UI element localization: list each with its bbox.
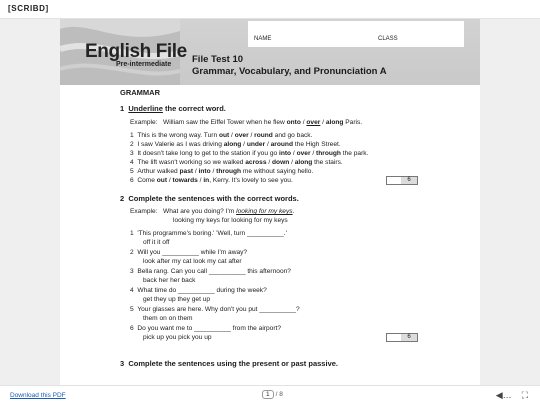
score-box [386,333,418,342]
question-number: 3 [120,359,125,368]
item-options: back her her back [143,277,196,284]
question-1-example: Example: William saw the Eiffel Tower when he flew onto / over / along Paris. [130,119,363,126]
list-item: 3 Bella rang. Can you call __________ this afternoon? [130,268,291,275]
list-item: 4 The lift wasn't working so we walked across / down / along the stairs. [130,159,343,166]
list-item: 5 Your glasses are here. Why don't you put __________? [130,306,300,313]
fullscreen-icon[interactable]: ⛶ [521,390,528,400]
question-2-title [120,194,299,203]
section-heading: GRAMMAR [120,88,160,97]
logo-subtitle: Pre-intermediate [116,61,172,68]
document-page [60,19,480,385]
list-item: 1 This is the wrong way. Turn out / over / round and go back. [130,132,313,139]
english-file-logo: English File [85,41,187,62]
footer-bar [0,385,540,405]
title-text: Complete the sentences using the present or past passive. [128,359,338,368]
test-title: File Test 10 [192,54,244,65]
title-text: Complete the sentences with the correct words. [128,194,299,203]
page-number-input[interactable]: 1 [262,390,274,399]
question-3-title [120,359,338,368]
list-item: 5 Arthur walked past / into / through me without saying hello. [130,168,314,175]
download-pdf-link[interactable]: Download this PDF [10,392,66,399]
page-total: / 8 [275,391,283,398]
footer-icons [486,390,528,401]
score-value: 6 [401,334,417,341]
name-label: NAME [254,36,272,42]
score-value: 6 [401,177,417,184]
item-options: off it it off [143,239,170,246]
header-band [60,19,480,85]
list-item: 6 Come out / towards / in, Kerry. It's lovely to see you. [130,177,293,184]
name-class-box [248,21,464,47]
question-number: 1 [120,104,125,113]
list-item: 1 'This programme's boring.' 'Well, turn __________.' [130,230,287,237]
page-indicator [262,390,283,399]
list-item: 2 I saw Valerie as I was driving along / under / around the High Street. [130,141,341,148]
test-subtitle: Grammar, Vocabulary, and Pronunciation A [192,66,387,77]
question-2-example: Example: What are you doing? I'm looking for my keys. [130,208,295,215]
question-1-title [120,104,226,113]
title-rest: the correct word. [162,104,226,113]
example-options: looking my keys for looking for my keys [173,217,288,224]
document-viewer[interactable] [0,19,540,385]
title-underlined: Underline [128,104,163,113]
list-item: 4 What time do __________ during the week? [130,287,267,294]
brand-logo[interactable]: [SCRIBD] [8,4,49,13]
item-options: look after my cat look my cat after [143,258,242,265]
list-item: 3 It doesn't take long to get to the station if you go into / over / through the park. [130,150,369,157]
list-item: 6 Do you want me to __________ from the airport? [130,325,282,332]
score-box [386,176,418,185]
item-options: pick up you pick you up [143,334,212,341]
question-number: 2 [120,194,125,203]
list-item: 2 Will you __________ while I'm away? [130,249,248,256]
item-options: get they up they get up [143,296,211,303]
class-label: CLASS [378,36,398,42]
top-bar [0,0,540,19]
item-options: them on on them [143,315,193,322]
share-icon[interactable]: ◀… [495,390,512,400]
